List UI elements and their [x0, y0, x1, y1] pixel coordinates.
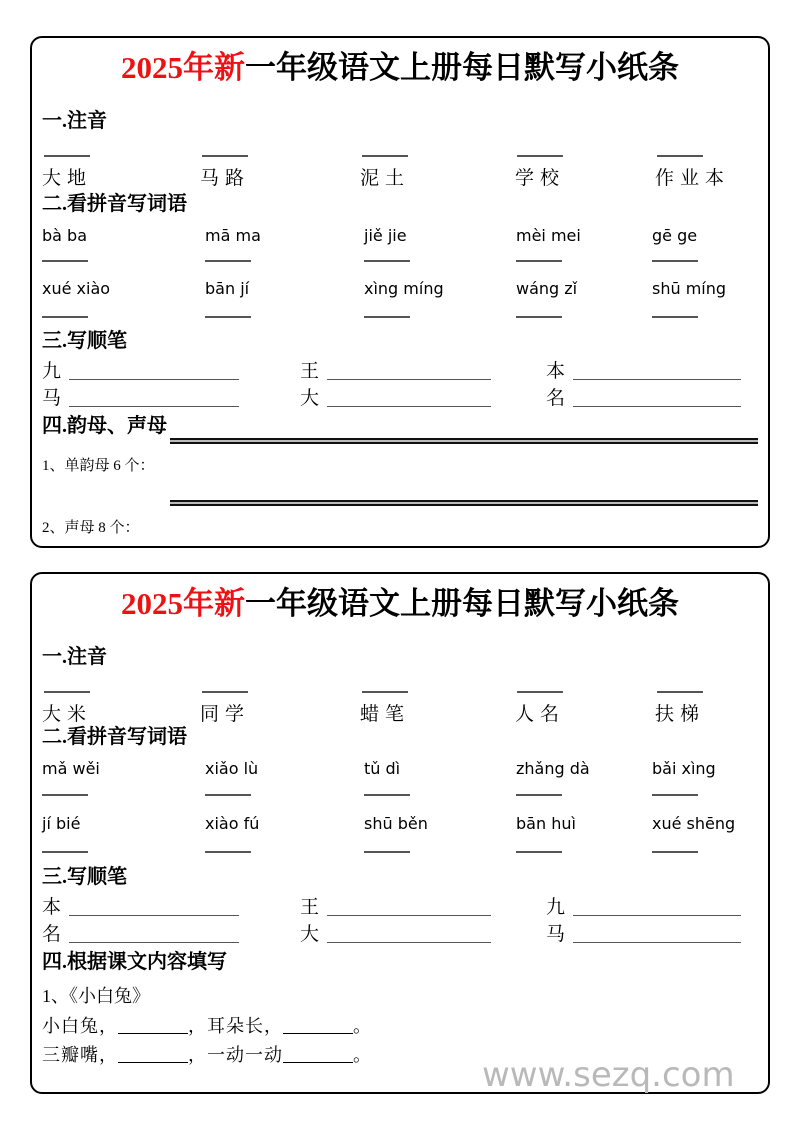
zhuyin-word: 蜡笔 — [360, 704, 411, 725]
stroke-item[interactable] — [42, 387, 300, 411]
pinyin-prompt: xiǎo lù — [205, 759, 259, 778]
pinyin-prompt: gē ge — [652, 226, 698, 245]
fill-text-c: 。 — [353, 1016, 372, 1036]
answer-blank[interactable] — [652, 316, 698, 318]
answer-blank[interactable] — [69, 942, 239, 943]
card-1-pinyin-blanks-1 — [42, 260, 758, 262]
answer-blank[interactable] — [657, 691, 703, 693]
card-2-pinyin-blanks-1 — [42, 794, 758, 796]
pinyin-prompt: jiě jie — [364, 226, 407, 245]
answer-blank[interactable] — [516, 794, 562, 796]
guide-label-1: 1、单韵母 6 个： — [42, 458, 155, 474]
card-1-stroke-row-1 — [42, 360, 758, 384]
stroke-item[interactable] — [300, 923, 546, 947]
answer-blank[interactable] — [283, 1062, 353, 1063]
card-1-stroke-row-2 — [42, 387, 758, 411]
card-2-stroke-row-1 — [42, 896, 758, 920]
card-2-stroke-row-2 — [42, 923, 758, 947]
card-2-section-2-heading: 二.看拼音写词语 — [42, 726, 187, 748]
pinyin-prompt: xiào fú — [205, 814, 260, 833]
zhuyin-word: 马路 — [200, 168, 251, 189]
pinyin-prompt: xìng míng — [364, 279, 444, 298]
zhuyin-item[interactable] — [42, 691, 200, 726]
zhuyin-item[interactable] — [655, 691, 705, 726]
stroke-item[interactable] — [300, 896, 546, 920]
answer-blank[interactable] — [573, 942, 741, 943]
zhuyin-word: 人名 — [515, 704, 566, 725]
fill-text-a: 小白兔， — [42, 1016, 118, 1036]
card-1-inner — [32, 38, 768, 546]
answer-blank[interactable] — [573, 379, 741, 380]
zhuyin-word: 泥土 — [360, 168, 411, 189]
answer-blank[interactable] — [362, 691, 408, 693]
answer-blank[interactable] — [327, 942, 491, 943]
zhuyin-word: 大地 — [42, 168, 93, 189]
zhuyin-word: 扶梯 — [655, 704, 706, 725]
zhuyin-word: 大米 — [42, 704, 93, 725]
stroke-char: 本 — [42, 897, 62, 918]
answer-blank[interactable] — [652, 794, 698, 796]
answer-blank[interactable] — [364, 316, 410, 318]
answer-blank[interactable] — [118, 1033, 188, 1034]
guide-label-2: 2、声母 8 个： — [42, 520, 140, 536]
zhuyin-item[interactable] — [200, 691, 360, 726]
answer-blank[interactable] — [517, 691, 563, 693]
answer-blank[interactable] — [364, 260, 410, 262]
guide-line-bottom — [170, 504, 758, 506]
pinyin-prompt: xué xiào — [42, 279, 111, 298]
answer-blank[interactable] — [652, 851, 698, 853]
answer-blank[interactable] — [205, 260, 251, 262]
answer-blank[interactable] — [327, 379, 491, 380]
zhuyin-item[interactable] — [200, 155, 360, 190]
answer-blank[interactable] — [652, 260, 698, 262]
fill-text-b: ，耳朵长， — [188, 1016, 283, 1036]
card-1-title — [42, 38, 758, 87]
zhuyin-word: 学校 — [515, 168, 566, 189]
card-2-section-4-heading: 四.根据课文内容填写 — [42, 951, 227, 973]
answer-blank[interactable] — [202, 691, 248, 693]
card-2-zhuyin-row — [42, 691, 758, 726]
card-2-title — [42, 574, 758, 623]
stroke-item[interactable] — [300, 360, 546, 384]
stroke-char: 大 — [300, 388, 320, 409]
answer-blank[interactable] — [42, 794, 88, 796]
answer-blank[interactable] — [364, 794, 410, 796]
worksheet-card-2 — [30, 572, 770, 1094]
answer-blank[interactable] — [205, 851, 251, 853]
card-1-section-1-heading: 一.注音 — [42, 110, 107, 132]
answer-blank[interactable] — [69, 406, 239, 407]
card-1-section-3-heading: 三.写顺笔 — [42, 330, 127, 352]
pinyin-four-line-guide[interactable] — [170, 438, 758, 486]
fill-text-a: 三瓣嘴， — [42, 1045, 118, 1065]
stroke-char: 本 — [546, 361, 566, 382]
card-2-section-3-heading: 三.写顺笔 — [42, 866, 127, 888]
card-2-title-black: 一年级语文上册每日默写小纸条 — [245, 586, 679, 621]
card-1-section-2-heading: 二.看拼音写词语 — [42, 193, 187, 215]
answer-blank[interactable] — [327, 915, 491, 916]
answer-blank[interactable] — [69, 379, 239, 380]
stroke-char: 九 — [546, 897, 566, 918]
card-2-section-1-heading: 一.注音 — [42, 646, 107, 668]
stroke-char: 大 — [300, 924, 320, 945]
pinyin-prompt: bà ba — [42, 226, 88, 245]
answer-blank[interactable] — [364, 851, 410, 853]
answer-blank[interactable] — [42, 260, 88, 262]
stroke-item[interactable] — [42, 923, 300, 947]
answer-blank[interactable] — [44, 691, 90, 693]
zhuyin-word: 同学 — [200, 704, 251, 725]
stroke-item[interactable] — [546, 923, 741, 947]
zhuyin-item[interactable] — [515, 691, 655, 726]
pinyin-prompt: xué shēng — [652, 814, 736, 833]
card-1-section-4-heading-row — [42, 415, 758, 437]
answer-blank[interactable] — [42, 851, 88, 853]
stroke-char: 王 — [300, 361, 320, 382]
stroke-char: 名 — [546, 388, 566, 409]
pinyin-prompt: bǎi xìng — [652, 759, 716, 778]
card-2-fill-line-1 — [42, 1012, 372, 1038]
answer-blank[interactable] — [516, 316, 562, 318]
answer-blank[interactable] — [573, 406, 741, 407]
stroke-char: 王 — [300, 897, 320, 918]
answer-blank[interactable] — [205, 794, 251, 796]
pinyin-prompt: mèi mei — [516, 226, 581, 245]
site-watermark: www.sezq.com — [482, 1055, 735, 1095]
stroke-item[interactable] — [546, 360, 741, 384]
card-1-section-4-heading: 四.韵母、声母 — [42, 415, 167, 437]
answer-blank[interactable] — [327, 406, 491, 407]
card-2-fill-title: 1、《小白兔》 — [42, 986, 150, 1006]
guide-line-bottom — [170, 442, 758, 444]
card-2-pinyin-row-1 — [42, 759, 758, 778]
answer-blank[interactable] — [202, 155, 248, 157]
card-1-zhuyin-row — [42, 155, 758, 190]
answer-blank[interactable] — [283, 1033, 353, 1034]
pinyin-prompt: bān huì — [516, 814, 576, 833]
card-1-pinyin-row-2 — [42, 279, 758, 298]
zhuyin-item[interactable] — [360, 155, 515, 190]
stroke-item[interactable] — [300, 387, 546, 411]
pinyin-prompt: tǔ dì — [364, 759, 401, 778]
zhuyin-item[interactable] — [655, 155, 730, 190]
stroke-item[interactable] — [42, 360, 300, 384]
card-1-guide-block-1 — [42, 438, 758, 486]
stroke-char: 名 — [42, 924, 62, 945]
card-2-pinyin-row-2 — [42, 814, 758, 833]
stroke-item[interactable] — [546, 387, 741, 411]
worksheet-card-1 — [30, 36, 770, 548]
answer-blank[interactable] — [516, 260, 562, 262]
answer-blank[interactable] — [573, 915, 741, 916]
card-1-title-red: 2025年新 — [121, 50, 245, 85]
card-2-title-red: 2025年新 — [121, 586, 245, 621]
zhuyin-item[interactable] — [42, 155, 200, 190]
fill-text-c: 。 — [353, 1045, 372, 1065]
card-1-pinyin-blanks-2 — [42, 316, 758, 318]
stroke-char: 马 — [42, 388, 62, 409]
answer-blank[interactable] — [42, 316, 88, 318]
answer-blank[interactable] — [517, 155, 563, 157]
answer-blank[interactable] — [657, 155, 703, 157]
card-1-pinyin-row-1 — [42, 226, 758, 245]
zhuyin-item[interactable] — [515, 155, 655, 190]
pinyin-prompt: mā ma — [205, 226, 261, 245]
answer-blank[interactable] — [205, 316, 251, 318]
card-1-guide-block-2 — [42, 500, 758, 548]
answer-blank[interactable] — [118, 1062, 188, 1063]
stroke-char: 马 — [546, 924, 566, 945]
pinyin-prompt: jí bié — [42, 814, 81, 833]
card-2-inner — [32, 574, 768, 1092]
stroke-item[interactable] — [42, 896, 300, 920]
answer-blank[interactable] — [362, 155, 408, 157]
pinyin-prompt: zhǎng dà — [516, 759, 590, 778]
stroke-char: 九 — [42, 361, 62, 382]
fill-text-b: ，一动一动 — [188, 1045, 283, 1065]
answer-blank[interactable] — [44, 155, 90, 157]
card-1-title-black: 一年级语文上册每日默写小纸条 — [245, 50, 679, 85]
card-2-fill-line-2 — [42, 1041, 372, 1067]
card-2-pinyin-blanks-2 — [42, 851, 758, 853]
zhuyin-item[interactable] — [360, 691, 515, 726]
pinyin-prompt: mǎ wěi — [42, 759, 100, 778]
pinyin-prompt: shū běn — [364, 814, 428, 833]
answer-blank[interactable] — [516, 851, 562, 853]
stroke-item[interactable] — [546, 896, 741, 920]
pinyin-prompt: bān jí — [205, 279, 250, 298]
answer-blank[interactable] — [69, 915, 239, 916]
pinyin-prompt: wáng zǐ — [516, 279, 578, 298]
zhuyin-word: 作业本 — [655, 168, 731, 189]
pinyin-prompt: shū míng — [652, 279, 727, 298]
pinyin-four-line-guide[interactable] — [170, 500, 758, 548]
